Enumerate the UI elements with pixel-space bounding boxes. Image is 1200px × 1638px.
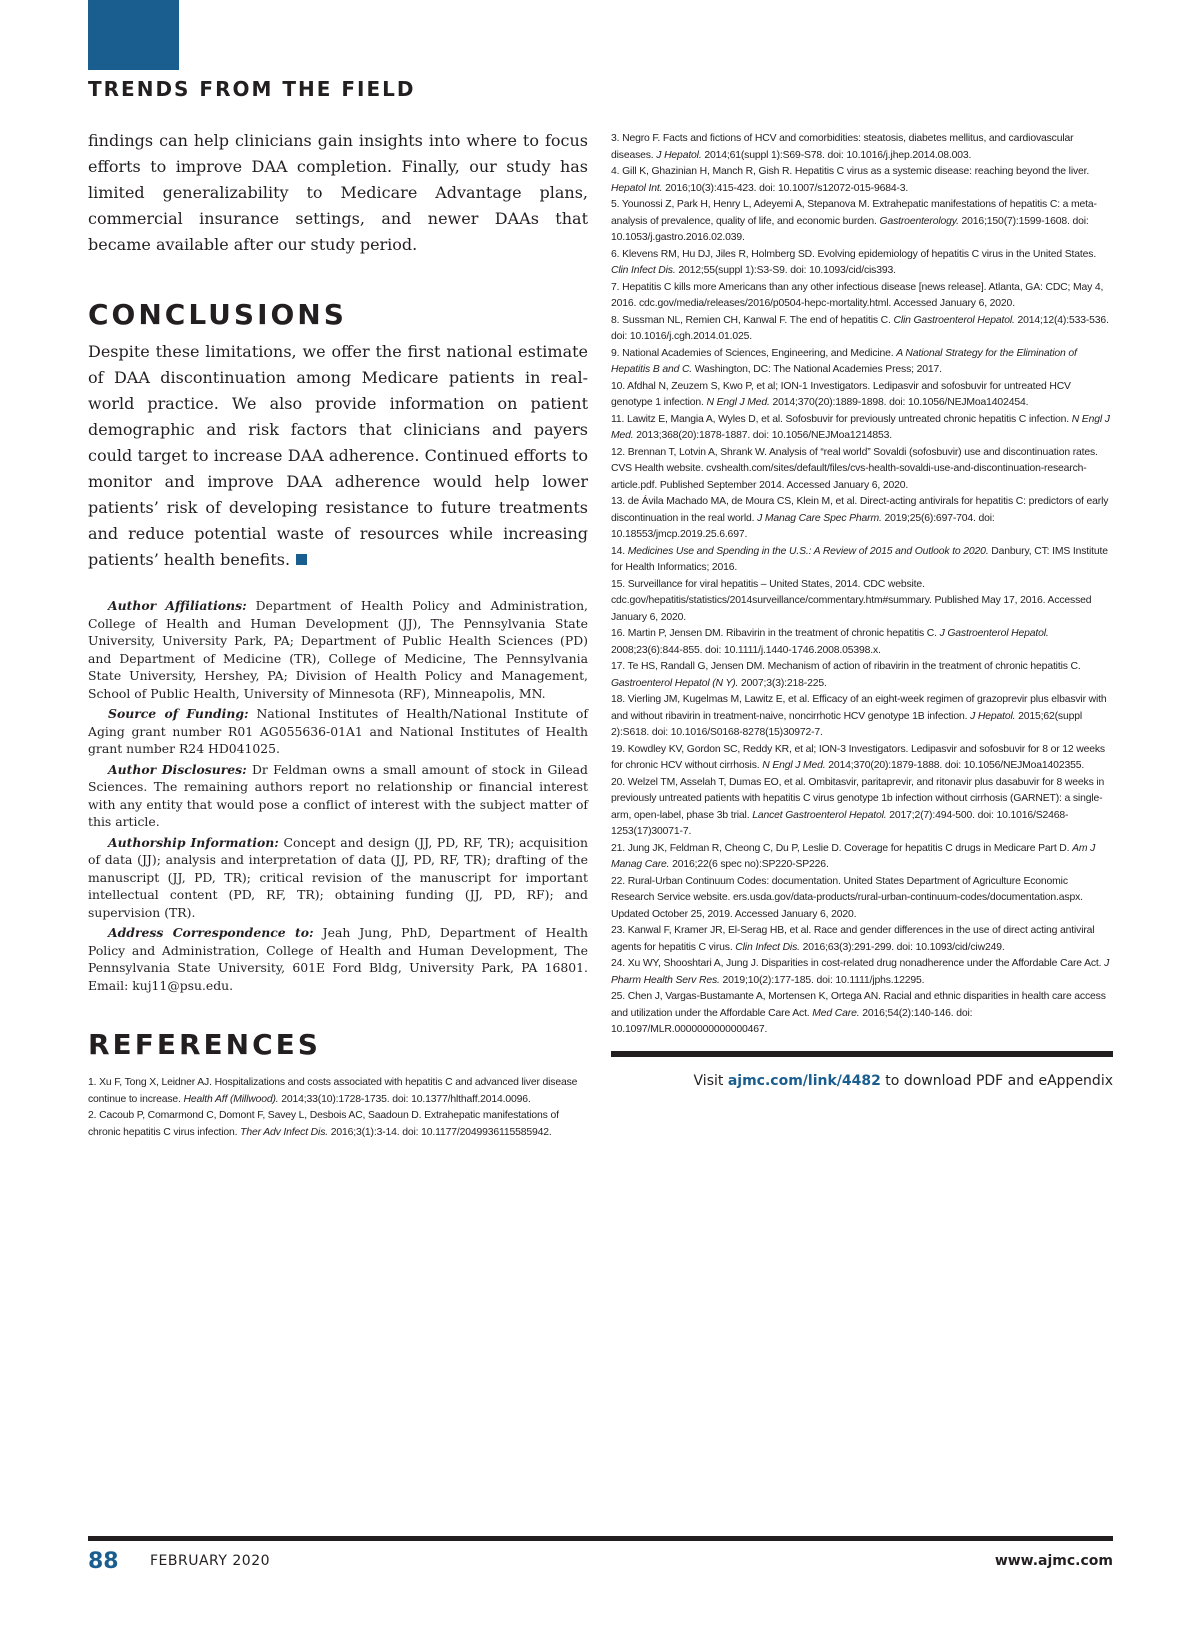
- reference-journal: Ther Adv Infect Dis.: [240, 1126, 328, 1138]
- reference-text: 2016;3(1):3-14. doi: 10.1177/2049936115585942.: [327, 1126, 552, 1138]
- reference-item: [611, 280, 1113, 313]
- reference-journal: Gastroenterol Hepatol (N Y).: [611, 677, 739, 689]
- reference-text: 17. Te HS, Randall G, Jensen DM. Mechanism of action of ribavirin in the treatment of chronic hepatitis C.: [611, 661, 1081, 672]
- reference-item: [611, 923, 1113, 956]
- left-column: [88, 128, 588, 1141]
- reference-item: [611, 445, 1113, 495]
- reference-journal: N Engl J Med.: [706, 397, 770, 408]
- right-column: [611, 131, 1113, 1089]
- issue-date: FEBRUARY 2020: [150, 1553, 271, 1569]
- reference-text: 5. Younossi Z, Park H, Henry L, Adeyemi A, Stepanova M. Extrahepatic manifestations of hepatitis C: a meta-analysis of prevalence, quality of life, and economic burden.: [611, 199, 1097, 227]
- reference-item: [611, 379, 1113, 412]
- reference-item: [611, 544, 1113, 577]
- info-text: Dr Feldman owns a small amount of stock in Gilead Sciences. The remaining authors report no relationship or financial interest with any entity that would pose a conflict of interest with the subject matter of this article.: [88, 761, 588, 829]
- reference-journal: Med Care.: [812, 1007, 860, 1019]
- author-affiliations: [88, 597, 588, 702]
- reference-text: 15. Surveillance for viral hepatitis – United States, 2014. CDC website. cdc.gov/hepatitis/statistics/2014surveillance/commentary.htm#summary. Published May 17, 2016. Accessed January 6, 2020.: [611, 578, 1092, 623]
- info-text: Jeah Jung, PhD, Department of Health Policy and Administration, College of Health and Human Development, The Pennsylvania State University, 601E Ford Bldg, University Park, PA 16801. Email: kuj11@psu.edu.: [88, 925, 588, 993]
- visit-prefix: Visit: [693, 1072, 728, 1089]
- reference-text: 21. Jung JK, Feldman R, Cheong C, Du P, Leslie D. Coverage for hepatitis C drugs in Medicare Part D.: [611, 842, 1073, 854]
- reference-item: [611, 412, 1113, 445]
- reference-journal: J Hepatol.: [970, 710, 1016, 722]
- info-label: Source of Funding:: [108, 706, 249, 721]
- info-label: Address Correspondence to:: [108, 925, 314, 940]
- source-of-funding: [88, 705, 588, 758]
- reference-item: [611, 164, 1113, 197]
- reference-text: 1. Xu F, Tong X, Leidner AJ. Hospitalizations and costs associated with hepatitis C and advanced liver disease continue to increase.: [88, 1077, 578, 1105]
- reference-journal: Clin Gastroenterol Hepatol.: [893, 314, 1015, 326]
- reference-journal: Health Aff (Millwood).: [183, 1093, 279, 1105]
- reference-text: 16. Martin P, Jensen DM. Ribavirin in the treatment of chronic hepatitis C.: [611, 628, 940, 639]
- conclusions-text: Despite these limitations, we offer the first national estimate of DAA discontinuation among Medicare patients in real-world practice. We also provide information on patient demographic and risk factors that clinicians and payers could target to increase DAA adherence. Continued efforts to monitor and improve DAA adherence would help lower patients’ risk of developing resistance to future treatments and reduce potential waste of resources while increasing patients’ health benefits.: [88, 342, 588, 569]
- reference-journal: J Manag Care Spec Pharm.: [757, 512, 882, 524]
- reference-list-left: [88, 1075, 588, 1141]
- reference-text: 10. Afdhal N, Zeuzem S, Kwo P, et al; ION-1 Investigators. Ledipasvir and sofosbuvir for untreated HCV genotype 1 infection.: [611, 380, 1071, 408]
- reference-item: [611, 626, 1113, 659]
- authorship-information: [88, 834, 588, 922]
- reference-text: 19. Kowdley KV, Gordon SC, Reddy KR, et al; ION-3 Investigators. Ledipasvir and sofosbuvir for 8 or 12 weeks for chronic HCV without cirrhosis.: [611, 743, 1105, 771]
- reference-text: 2016;22(6 spec no):SP220-SP226.: [669, 859, 829, 870]
- reference-item: [611, 989, 1113, 1039]
- reference-text: 2007;3(3):218-225.: [738, 677, 827, 689]
- reference-text: 12. Brennan T, Lotvin A, Shrank W. Analysis of “real world” Sovaldi (sofosbuvir) use and discontinuation rates. CVS Health website. cvshealth.com/sites/default/files/cvs-health-sovaldi-use-and-discontinuation-research-article.pdf. Published September 2014. Accessed January 6, 2020.: [611, 446, 1098, 491]
- reference-text: 22. Rural-Urban Continuum Codes: documentation. United States Department of Agriculture Economic Research Service website. ers.usda.gov/data-products/rural-urban-continuum-codes/documentation.aspx. Updated October 25, 2019. Accessed January 6, 2020.: [611, 875, 1083, 920]
- reference-item: [611, 841, 1113, 874]
- reference-text: 2014;33(10):1728-1735. doi: 10.1377/hlthaff.2014.0096.: [278, 1093, 531, 1105]
- references-end-rule: [611, 1051, 1113, 1057]
- address-correspondence: [88, 924, 588, 994]
- reference-text: 2014;370(20):1879-1888. doi: 10.1056/NEJMoa1402355.: [825, 760, 1085, 771]
- reference-journal: Lancet Gastroenterol Hepatol.: [752, 809, 887, 821]
- reference-text: 9. National Academies of Sciences, Engineering, and Medicine.: [611, 347, 897, 359]
- reference-item: [611, 577, 1113, 627]
- reference-journal: Clin Infect Dis.: [611, 265, 676, 276]
- reference-text: 2019;25(6):697-704. doi: 10.18553/jmcp.2019.25.6.697.: [611, 512, 995, 540]
- reference-item: [611, 247, 1113, 280]
- reference-text: 24. Xu WY, Shooshtari A, Jung J. Disparities in cost-related drug nonadherence under the Affordable Care Act.: [611, 958, 1105, 969]
- reference-journal: Clin Infect Dis.: [735, 941, 800, 953]
- visit-suffix: to download PDF and eAppendix: [880, 1072, 1113, 1089]
- section-label: TRENDS FROM THE FIELD: [88, 77, 416, 101]
- reference-text: 11. Lawitz E, Mangia A, Wyles D, et al. Sofosbuvir for previously untreated chronic hepatitis C infection.: [611, 413, 1072, 425]
- reference-text: 23. Kanwal F, Kramer JR, El-Serag HB, et al. Race and gender differences in the use of direct acting antiviral agents for hepatitis C virus.: [611, 925, 1095, 953]
- info-label: Author Affiliations:: [108, 598, 247, 613]
- reference-journal: Hepatol Int.: [611, 182, 663, 194]
- reference-text: 2016;150(7):1599-1608. doi: 10.1053/j.gastro.2016.02.039.: [611, 215, 1089, 243]
- reference-text: 2014;370(20):1889-1898. doi: 10.1056/NEJMoa1402454.: [769, 397, 1029, 408]
- reference-text: 18. Vierling JM, Kugelmas M, Lawitz E, et al. Efficacy of an eight-week regimen of grazoprevir plus elbasvir with and without ribavirin in treatment-naive, noncirrhotic HCV genotype 1B infection.: [611, 694, 1107, 722]
- reference-text: 2016;54(2):140-146. doi: 10.1097/MLR.0000000000000467.: [611, 1007, 973, 1035]
- reference-text: Washington, DC: The National Academies Press; 2017.: [692, 364, 942, 375]
- footer-rule: [88, 1536, 1113, 1541]
- reference-text: 2012;55(suppl 1):S3-S9. doi: 10.1093/cid/cis393.: [675, 265, 896, 276]
- reference-item: [611, 131, 1113, 164]
- reference-text: 14.: [611, 545, 628, 557]
- reference-journal: A National Strategy for the Elimination of Hepatitis B and C.: [611, 347, 1077, 375]
- reference-item: [611, 313, 1113, 346]
- reference-journal: J Pharm Health Serv Res.: [611, 958, 1110, 986]
- reference-item: [611, 659, 1113, 692]
- reference-item: [88, 1075, 588, 1108]
- reference-item: [611, 346, 1113, 379]
- supplement-link[interactable]: ajmc.com/link/4482: [727, 1072, 881, 1089]
- reference-text: 2016;63(3):291-299. doi: 10.1093/cid/ciw249.: [799, 941, 1005, 953]
- author-disclosures: [88, 761, 588, 831]
- reference-item: [88, 1108, 588, 1141]
- reference-journal: N Engl J Med.: [762, 760, 826, 771]
- reference-item: [611, 197, 1113, 247]
- reference-journal: J Hepatol.: [656, 149, 702, 161]
- reference-text: 2016;10(3):415-423. doi: 10.1007/s12072-015-9684-3.: [662, 182, 909, 194]
- reference-text: 2014;12(4):533-536. doi: 10.1016/j.cgh.2014.01.025.: [611, 314, 1109, 342]
- info-label: Author Disclosures:: [108, 761, 247, 777]
- section-color-tab: [88, 0, 179, 70]
- reference-text: Danbury, CT: IMS Institute for Health Informatics; 2016.: [611, 545, 1108, 573]
- reference-text: 4. Gill K, Ghazinian H, Manch R, Gish R. Hepatitis C virus as a systemic disease: reaching beyond the liver.: [611, 166, 1090, 177]
- reference-text: 13. de Ávila Machado MA, de Moura CS, Klein M, et al. Direct-acting antivirals for hepatitis C: predictors of early discontinuation in the real world.: [611, 496, 1109, 524]
- reference-item: [611, 494, 1113, 544]
- info-text: Department of Health Policy and Administration, College of Health and Human Development (JJ), The Pennsylvania State University, University Park, PA; Department of Public Health Sciences (PD) and Department of Medicine (TR), College of Medicine, The Pennsylvania State University, Hershey, PA; Division of Health Policy and Management, School of Public Health, University of Minnesota (RF), Minneapolis, MN.: [88, 598, 588, 701]
- article-info: [88, 597, 588, 994]
- reference-text: 7. Hepatitis C kills more Americans than any other infectious disease [news release]. Atlanta, GA: CDC; May 4, 2016. cdc.gov/media/releases/2016/p0504-hepc-mortality.html. Accessed January 6, 2020.: [611, 281, 1104, 309]
- reference-list-right: [611, 131, 1113, 1039]
- reference-journal: Gastroenterology.: [879, 215, 959, 227]
- conclusions-paragraph: [88, 339, 588, 573]
- page-number: 88: [88, 1549, 119, 1574]
- reference-item: [611, 874, 1113, 924]
- reference-item: [611, 692, 1113, 742]
- reference-journal: J Gastroenterol Hepatol.: [939, 628, 1049, 639]
- reference-text: 2008;23(6):844-855. doi: 10.1111/j.1440-1746.2008.05398.x.: [611, 644, 881, 656]
- site-url[interactable]: www.ajmc.com: [994, 1553, 1113, 1569]
- references-heading: REFERENCES: [88, 1028, 321, 1061]
- reference-text: 2. Cacoub P, Comarmond C, Domont F, Savey L, Desbois AC, Saadoun D. Extrahepatic manifestations of chronic hepatitis C virus infection.: [88, 1110, 559, 1138]
- reference-text: 25. Chen J, Vargas-Bustamante A, Mortensen K, Ortega AN. Racial and ethnic disparities in health care access and utilization under the Affordable Care Act.: [611, 991, 1106, 1019]
- reference-text: 2013;368(20):1878-1887. doi: 10.1056/NEJMoa1214853.: [633, 430, 893, 441]
- info-label: Authorship Information:: [108, 834, 279, 850]
- reference-text: 3. Negro F. Facts and fictions of HCV and comorbidities: steatosis, diabetes mellitus, and cardiovascular diseases.: [611, 133, 1074, 161]
- intro-paragraph: findings can help clinicians gain insights into where to focus efforts to improve DAA completion. Finally, our study has limited generalizability to Medicare Advantage plans, commercial insurance settings, and newer DAAs that became available after our study period.: [88, 131, 588, 254]
- conclusions-heading: CONCLUSIONS: [88, 298, 347, 331]
- reference-text: 2017;2(7):494-500. doi: 10.1016/S2468-1253(17)30071-7.: [611, 809, 1069, 837]
- info-text: Concept and design (JJ, PD, RF, TR); acquisition of data (JJ); analysis and interpretation of data (JJ, PD, RF, TR); drafting of the manuscript (JJ, PD, TR); critical revision of the manuscript for important intellectual content (PD, RF, TR); obtaining funding (JJ, PD, RF); and supervision (TR).: [88, 834, 588, 920]
- info-text: National Institutes of Health/National Institute of Aging grant number R01 AG055636-01A1 and National Institutes of Health grant number R24 HD041025.: [88, 706, 588, 756]
- reference-text: 2015;62(suppl 2):S618. doi: 10.1016/S0168-8278(15)30972-7.: [611, 710, 1083, 738]
- reference-journal: N Engl J Med.: [611, 413, 1110, 441]
- reference-item: [611, 775, 1113, 841]
- reference-text: 2019;10(2):177-185. doi: 10.1111/jphs.12295.: [719, 974, 925, 986]
- reference-text: 8. Sussman NL, Remien CH, Kanwal F. The end of hepatitis C.: [611, 314, 894, 326]
- reference-text: 6. Klevens RM, Hu DJ, Jiles R, Holmberg SD. Evolving epidemiology of hepatitis C virus in the United States.: [611, 248, 1097, 260]
- reference-item: [611, 742, 1113, 775]
- end-of-article-mark: [296, 554, 307, 565]
- visit-line: [611, 1073, 1113, 1089]
- reference-text: 20. Welzel TM, Asselah T, Dumas EO, et al. Ombitasvir, paritaprevir, and ritonavir plus dasabuvir for 8 weeks in previously untreated patients with hepatitis C virus genotype 1b infection without cirrhosis (GARNET): a single-arm, open-label, phase 3b trial.: [611, 776, 1105, 821]
- reference-journal: Am J Manag Care.: [611, 842, 1096, 870]
- reference-journal: Medicines Use and Spending in the U.S.: A Review of 2015 and Outlook to 2020.: [627, 545, 989, 557]
- reference-item: [611, 956, 1113, 989]
- reference-text: 2014;61(suppl 1):S69-S78. doi: 10.1016/j.jhep.2014.08.003.: [701, 149, 972, 161]
